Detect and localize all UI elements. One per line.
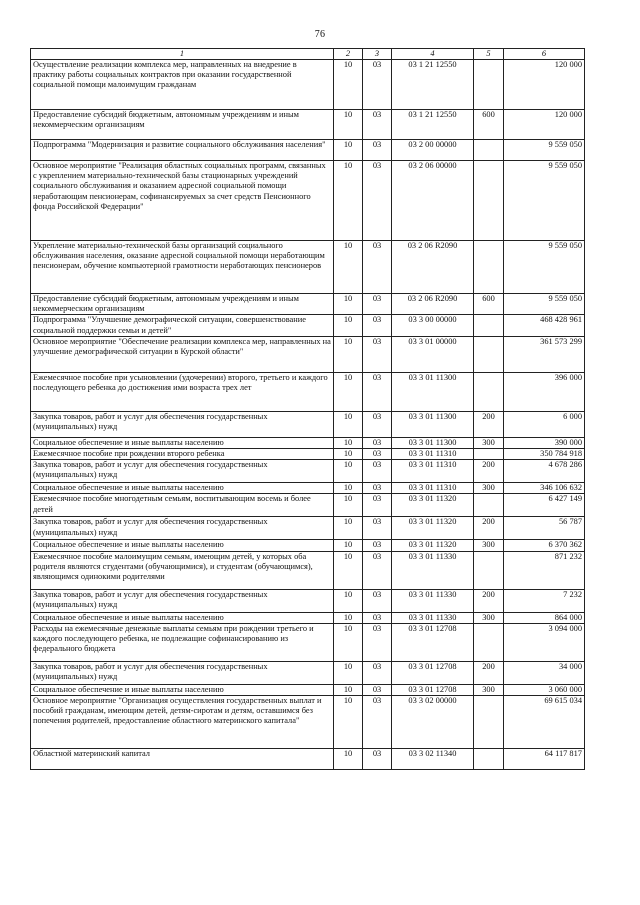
row-amount-cell: 468 428 961 <box>504 315 585 336</box>
row-target-code-cell: 03 3 01 12708 <box>392 684 474 695</box>
row-name-cell: Закупка товаров, работ и услуг для обеспечения государственных (муниципальных) нужд <box>31 460 334 483</box>
row-expense-type-cell <box>474 449 504 460</box>
row-name-cell: Основное мероприятие "Организация осуществления государственных выплат и пособий гражданам, имеющим детей, детям-сиротам и детям, оставшимся без попечения родителей, предоставление областного материнского капитала" <box>31 696 334 749</box>
table-row <box>31 623 585 661</box>
row-target-code-cell: 03 3 01 11330 <box>392 612 474 623</box>
row-expense-type-cell <box>474 336 504 372</box>
row-name-cell: Ежемесячное пособие малоимущим семьям, имеющим детей, у которых оба родителя являются студентами (обучающимися), и студентам (обучающимся), являющимся одинокими родителями <box>31 551 334 589</box>
row-target-code-cell: 03 3 01 11300 <box>392 437 474 448</box>
row-subsection-cell: 03 <box>363 540 392 551</box>
row-expense-type-cell <box>474 372 504 411</box>
row-subsection-cell: 03 <box>363 623 392 661</box>
table-row <box>31 483 585 494</box>
row-target-code-cell: 03 2 06 R2090 <box>392 241 474 294</box>
row-target-code-cell: 03 1 21 12550 <box>392 110 474 140</box>
row-target-code-cell: 03 3 01 11320 <box>392 517 474 540</box>
row-target-code-cell: 03 2 06 00000 <box>392 161 474 241</box>
row-expense-type-cell: 300 <box>474 612 504 623</box>
row-expense-type-cell <box>474 749 504 770</box>
row-amount-cell: 390 000 <box>504 437 585 448</box>
row-section-cell: 10 <box>334 696 363 749</box>
row-section-cell: 10 <box>334 540 363 551</box>
row-amount-cell: 4 678 286 <box>504 460 585 483</box>
row-amount-cell: 346 106 632 <box>504 483 585 494</box>
row-amount-cell: 3 094 000 <box>504 623 585 661</box>
row-name-cell: Закупка товаров, работ и услуг для обеспечения государственных (муниципальных) нужд <box>31 517 334 540</box>
row-expense-type-cell <box>474 140 504 161</box>
row-section-cell: 10 <box>334 749 363 770</box>
row-amount-cell: 3 060 000 <box>504 684 585 695</box>
table-row <box>31 661 585 684</box>
row-section-cell: 10 <box>334 60 363 110</box>
row-expense-type-cell: 300 <box>474 540 504 551</box>
row-expense-type-cell: 300 <box>474 437 504 448</box>
row-section-cell: 10 <box>334 612 363 623</box>
row-amount-cell: 864 000 <box>504 612 585 623</box>
row-subsection-cell: 03 <box>363 483 392 494</box>
row-subsection-cell: 03 <box>363 749 392 770</box>
row-subsection-cell: 03 <box>363 449 392 460</box>
row-name-cell: Закупка товаров, работ и услуг для обеспечения государственных (муниципальных) нужд <box>31 411 334 437</box>
row-section-cell: 10 <box>334 483 363 494</box>
row-subsection-cell: 03 <box>363 494 392 517</box>
row-section-cell: 10 <box>334 684 363 695</box>
table-row <box>31 540 585 551</box>
row-amount-cell: 396 000 <box>504 372 585 411</box>
row-amount-cell: 56 787 <box>504 517 585 540</box>
table-row <box>31 336 585 372</box>
row-section-cell: 10 <box>334 449 363 460</box>
row-target-code-cell: 03 3 01 11330 <box>392 589 474 612</box>
row-name-cell: Ежемесячное пособие многодетным семьям, воспитывающим восемь и более детей <box>31 494 334 517</box>
row-name-cell: Ежемесячное пособие при усыновлении (удочерении) второго, третьего и каждого последующего ребенка до достижения ими возраста трех лет <box>31 372 334 411</box>
row-name-cell: Социальное обеспечение и иные выплаты населению <box>31 540 334 551</box>
row-target-code-cell: 03 3 01 11320 <box>392 494 474 517</box>
row-target-code-cell: 03 3 01 11300 <box>392 411 474 437</box>
row-subsection-cell: 03 <box>363 60 392 110</box>
row-target-code-cell: 03 3 02 00000 <box>392 696 474 749</box>
row-subsection-cell: 03 <box>363 315 392 336</box>
row-section-cell: 10 <box>334 589 363 612</box>
row-target-code-cell: 03 2 06 R2090 <box>392 294 474 315</box>
table-body <box>31 60 585 770</box>
row-amount-cell: 9 559 050 <box>504 140 585 161</box>
row-amount-cell: 9 559 050 <box>504 294 585 315</box>
row-section-cell: 10 <box>334 623 363 661</box>
row-name-cell: Подпрограмма "Улучшение демографической ситуации, совершенствование социальной поддержки семьи и детей" <box>31 315 334 336</box>
row-target-code-cell: 03 3 01 00000 <box>392 336 474 372</box>
row-target-code-cell: 03 3 01 11300 <box>392 372 474 411</box>
row-expense-type-cell: 200 <box>474 460 504 483</box>
row-section-cell: 10 <box>334 315 363 336</box>
row-subsection-cell: 03 <box>363 612 392 623</box>
row-target-code-cell: 03 3 02 11340 <box>392 749 474 770</box>
row-expense-type-cell: 200 <box>474 661 504 684</box>
row-section-cell: 10 <box>334 460 363 483</box>
table-row <box>31 551 585 589</box>
table-row <box>31 612 585 623</box>
row-name-cell: Ежемесячное пособие при рождении второго ребенка <box>31 449 334 460</box>
row-subsection-cell: 03 <box>363 161 392 241</box>
table-row <box>31 110 585 140</box>
row-target-code-cell: 03 3 01 12708 <box>392 623 474 661</box>
table-row <box>31 449 585 460</box>
table-row <box>31 294 585 315</box>
row-section-cell: 10 <box>334 372 363 411</box>
row-subsection-cell: 03 <box>363 437 392 448</box>
row-expense-type-cell <box>474 60 504 110</box>
row-name-cell: Расходы на ежемесячные денежные выплаты семьям при рождении третьего и каждого последующего ребенка, не подлежащие софинансированию из федерального бюджета <box>31 623 334 661</box>
column-header: 3 <box>363 49 392 60</box>
row-subsection-cell: 03 <box>363 294 392 315</box>
table-row <box>31 315 585 336</box>
row-target-code-cell: 03 2 00 00000 <box>392 140 474 161</box>
row-expense-type-cell <box>474 551 504 589</box>
row-amount-cell: 120 000 <box>504 110 585 140</box>
table-row <box>31 241 585 294</box>
row-expense-type-cell <box>474 315 504 336</box>
column-header: 4 <box>392 49 474 60</box>
table-row <box>31 60 585 110</box>
row-name-cell: Закупка товаров, работ и услуг для обеспечения государственных (муниципальных) нужд <box>31 589 334 612</box>
row-target-code-cell: 03 3 01 11310 <box>392 460 474 483</box>
row-name-cell: Социальное обеспечение и иные выплаты населению <box>31 483 334 494</box>
row-amount-cell: 34 000 <box>504 661 585 684</box>
row-expense-type-cell: 300 <box>474 684 504 695</box>
row-subsection-cell: 03 <box>363 336 392 372</box>
row-amount-cell: 9 559 050 <box>504 161 585 241</box>
table-row <box>31 494 585 517</box>
row-target-code-cell: 03 3 01 11330 <box>392 551 474 589</box>
table-row <box>31 437 585 448</box>
row-name-cell: Социальное обеспечение и иные выплаты населению <box>31 437 334 448</box>
row-expense-type-cell: 300 <box>474 483 504 494</box>
row-amount-cell: 120 000 <box>504 60 585 110</box>
table-row <box>31 589 585 612</box>
row-section-cell: 10 <box>334 161 363 241</box>
row-subsection-cell: 03 <box>363 517 392 540</box>
row-expense-type-cell <box>474 241 504 294</box>
column-header: 2 <box>334 49 363 60</box>
table-row <box>31 140 585 161</box>
row-section-cell: 10 <box>334 336 363 372</box>
row-target-code-cell: 03 3 01 11310 <box>392 449 474 460</box>
row-amount-cell: 6 000 <box>504 411 585 437</box>
row-expense-type-cell: 600 <box>474 110 504 140</box>
row-amount-cell: 871 232 <box>504 551 585 589</box>
column-header: 1 <box>31 49 334 60</box>
row-amount-cell: 9 559 050 <box>504 241 585 294</box>
row-target-code-cell: 03 3 01 11320 <box>392 540 474 551</box>
row-name-cell: Социальное обеспечение и иные выплаты населению <box>31 612 334 623</box>
row-expense-type-cell: 200 <box>474 517 504 540</box>
table-row <box>31 749 585 770</box>
row-amount-cell: 69 615 034 <box>504 696 585 749</box>
table-row <box>31 460 585 483</box>
row-expense-type-cell: 600 <box>474 294 504 315</box>
row-name-cell: Осуществление реализации комплекса мер, направленных на внедрение в практику работы социальных контрактов при оказании государственной социальной помощи малоимущим гражданам <box>31 60 334 110</box>
row-subsection-cell: 03 <box>363 411 392 437</box>
row-subsection-cell: 03 <box>363 684 392 695</box>
row-amount-cell: 361 573 299 <box>504 336 585 372</box>
row-section-cell: 10 <box>334 140 363 161</box>
row-subsection-cell: 03 <box>363 372 392 411</box>
budget-table <box>30 48 585 770</box>
row-name-cell: Предоставление субсидий бюджетным, автономным учреждениям и иным некоммерческим организациям <box>31 110 334 140</box>
row-name-cell: Укрепление материально-технической базы организаций социального обслуживания населения, оказание адресной социальной помощи неработающим пенсионерам, обучение компьютерной грамотности неработающих пенсионеров <box>31 241 334 294</box>
row-section-cell: 10 <box>334 294 363 315</box>
row-name-cell: Основное мероприятие "Реализация областных социальных программ, связанных с укреплением материально-технической базы стационарных учреждений социального обслуживания и оказанием адресной социальной помощи неработающим пенсионерам, софинансируемых за счет средств Пенсионного фонда Российской Федерации" <box>31 161 334 241</box>
row-subsection-cell: 03 <box>363 140 392 161</box>
row-section-cell: 10 <box>334 411 363 437</box>
row-amount-cell: 6 370 362 <box>504 540 585 551</box>
row-amount-cell: 7 232 <box>504 589 585 612</box>
row-section-cell: 10 <box>334 241 363 294</box>
row-subsection-cell: 03 <box>363 551 392 589</box>
page-number: 76 <box>314 29 326 40</box>
row-section-cell: 10 <box>334 494 363 517</box>
row-name-cell: Областной материнский капитал <box>31 749 334 770</box>
row-amount-cell: 64 117 817 <box>504 749 585 770</box>
row-name-cell: Закупка товаров, работ и услуг для обеспечения государственных (муниципальных) нужд <box>31 661 334 684</box>
table-row <box>31 517 585 540</box>
row-target-code-cell: 03 3 00 00000 <box>392 315 474 336</box>
row-section-cell: 10 <box>334 437 363 448</box>
table-row <box>31 411 585 437</box>
row-amount-cell: 6 427 149 <box>504 494 585 517</box>
row-section-cell: 10 <box>334 110 363 140</box>
row-subsection-cell: 03 <box>363 110 392 140</box>
row-expense-type-cell <box>474 161 504 241</box>
row-expense-type-cell <box>474 494 504 517</box>
row-target-code-cell: 03 1 21 12550 <box>392 60 474 110</box>
row-expense-type-cell <box>474 696 504 749</box>
row-subsection-cell: 03 <box>363 589 392 612</box>
row-target-code-cell: 03 3 01 11310 <box>392 483 474 494</box>
row-subsection-cell: 03 <box>363 661 392 684</box>
row-target-code-cell: 03 3 01 12708 <box>392 661 474 684</box>
row-amount-cell: 350 784 918 <box>504 449 585 460</box>
table-header-row <box>31 49 585 60</box>
column-header: 5 <box>474 49 504 60</box>
row-name-cell: Подпрограмма "Модернизация и развитие социального обслуживания населения" <box>31 140 334 161</box>
row-name-cell: Предоставление субсидий бюджетным, автономным учреждениям и иным некоммерческим организациям <box>31 294 334 315</box>
row-name-cell: Социальное обеспечение и иные выплаты населению <box>31 684 334 695</box>
row-expense-type-cell: 200 <box>474 411 504 437</box>
row-section-cell: 10 <box>334 517 363 540</box>
row-section-cell: 10 <box>334 551 363 589</box>
row-expense-type-cell: 200 <box>474 589 504 612</box>
table-row <box>31 696 585 749</box>
row-expense-type-cell <box>474 623 504 661</box>
row-name-cell: Основное мероприятие "Обеспечение реализации комплекса мер, направленных на улучшение демографической ситуации в Курской области" <box>31 336 334 372</box>
row-subsection-cell: 03 <box>363 460 392 483</box>
table-row <box>31 372 585 411</box>
row-subsection-cell: 03 <box>363 241 392 294</box>
column-header: 6 <box>504 49 585 60</box>
row-subsection-cell: 03 <box>363 696 392 749</box>
table-row <box>31 161 585 241</box>
row-section-cell: 10 <box>334 661 363 684</box>
table-row <box>31 684 585 695</box>
